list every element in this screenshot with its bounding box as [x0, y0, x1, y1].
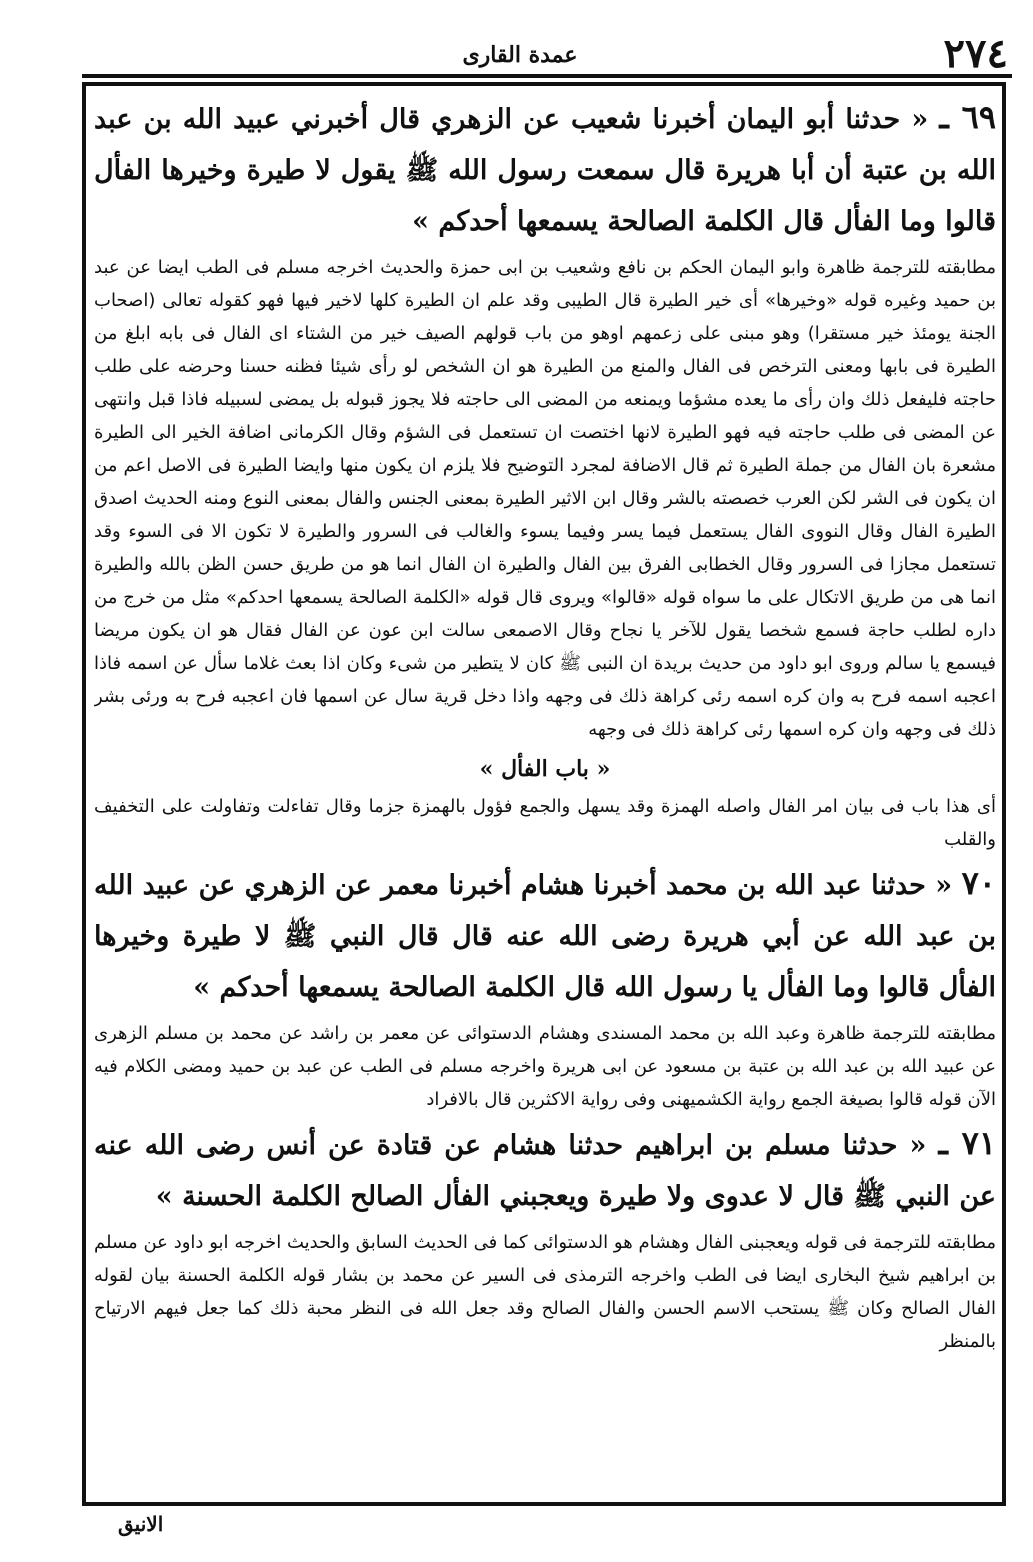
hadith-number: ٧٠: [961, 864, 996, 902]
chapter-commentary: أى هذا باب فى بيان امر الفال واصله الهمزة وقد يسهل والجمع فؤول بالهمزة جزما وقال تفاءلت وتفاولت على التخفيف والقلب: [94, 796, 996, 850]
hadith-text: حدثنا أبو اليمان أخبرنا شعيب عن الزهري قال أخبرني عبيد الله بن عبد الله بن عتبة أن أبا هريرة قال سمعت رسول الله ﷺ يقول لا طيرة وخيرها الفأل قالوا وما الفأل قال الكلمة الصالحة يسمعها أحدكم: [94, 104, 996, 237]
hadith-70: ٧٠ « حدثنا عبد الله بن محمد أخبرنا هشام أخبرنا معمر عن الزهري عن عبيد الله بن عبد الله عن أبي هريرة رضى الله عنه قال قال النبي ﷺ لا طيرة وخيرها الفأل قالوا وما الفأل يا رسول الله قال الكلمة الصالحة يسمعها أحدكم »: [94, 864, 996, 1003]
commentary-70: مطابقته للترجمة ظاهرة وعبد الله بن محمد المسندى وهشام الدستوائى عن معمر بن راشد عن محمد بن مسلم الزهرى عن عبيد الله بن عبد الله بن عتبة بن مسعود عن ابى هريرة واخرجه مسلم فى الطب عن عبد بن حميد ومضى الكلام فيه الآن قوله قالوا بصيغة الجمع رواية الكشميهنى وفى رواية الاكثرين قال بالافراد: [94, 1023, 996, 1110]
header-rule: [82, 74, 1012, 78]
hadith-text: حدثنا عبد الله بن محمد أخبرنا هشام أخبرنا معمر عن الزهري عن عبيد الله بن عبد الله عن أبي هريرة رضى الله عنه قال قال النبي ﷺ لا طيرة وخيرها الفأل قالوا وما الفأل يا رسول الله قال الكلمة الصالحة يسمعها أحدكم: [94, 870, 996, 1003]
commentary-69: مطابقته للترجمة ظاهرة وابو اليمان الحكم بن نافع وشعيب بن ابى حمزة والحديث اخرجه مسلم فى الطب ايضا عن عبد بن حميد وغيره قوله «وخيرها» أى خير الطيرة قال الطيبى وقد علم ان الطيرة كلها لاخير فيها فهو كقوله تعالى (اصحاب الجنة يومئذ خير مستقرا) وهو مبنى على زعمهم اوهو من باب قولهم الصيف خير من الشتاء اى الفال فى بابه ابلغ من الطيرة فى بابها ومعنى الترخص فى الفال والمنع من الطيرة هو ان الشخص لو رأى شيئا فظنه حسنا وحرضه على طلب حاجته فليفعل ذلك وان رأى ما يعده مشؤما ويمنعه من المضى الى حاجته فلا يجوز قبوله بل يمضى لسبيله فاذا قبل وانتهى عن المضى فى طلب حاجته فيه فهو الطيرة لانها اختصت ان تستعمل فى الشؤم وقال الكرمانى اضافة الخير الى الطيرة مشعرة بان الفال من جملة الطيرة ثم قال الاضافة لمجرد التوضيح فلا يلزم ان يكون منها وايضا الطيرة فى الاصل اعم من ان يكون فى الشر لكن العرب خصصته بالشر وقال ابن الاثير الطيرة بمعنى الجنس والفال بمعنى النوع ومنه الحديث اصدق الطيرة الفال وقال النووى الفال يستعمل فيما يسر وفيما يسوء والغالب فى السرور والطيرة لا تكون الا فى السوء وقد تستعمل مجازا فى السرور وقال الخطابى الفرق بين الفال والطيرة ان الفال انما هو من طريق حسن الظن بالله والطيرة انما هى من طريق الاتكال على ما سواه قوله «قالوا» ويروى قال قوله «الكلمة الصالحة يسمعها احدكم» مثل من خرج من داره لطلب حاجة فسمع شخصا يقول للآخر يا نجاح وقال الاصمعى سالت ابن عون عن الفال فقال هو ان يكون مريضا فيسمع يا سالم وروى ابو داود من حديث بريدة ان النبى ﷺ كان لا يتطير من شىء وكان اذا بعث غلاما سأل عن اسمه فاذا اعجبه اسمه فرح به وان كره اسمه رئى كراهة ذلك فى وجهه واذا دخل قرية سال عن اسمها فان اعجبه فرح به ورئى بشر ذلك فى وجهه وان كره اسمها رئى كراهة ذلك فى وجهه: [94, 257, 996, 740]
catchword: الانيق: [118, 1512, 164, 1536]
hadith-number: ٧١ ـ: [938, 1124, 996, 1162]
running-head: عمدة القارى: [462, 42, 578, 68]
page-number: ٢٧٤: [943, 30, 1008, 77]
main-text: [94, 92, 996, 1496]
hadith-69: ٦٩ ـ « حدثنا أبو اليمان أخبرنا شعيب عن الزهري قال أخبرني عبيد الله بن عبد الله بن عتبة أن أبا هريرة قال سمعت رسول الله ﷺ يقول لا طيرة وخيرها الفأل قالوا وما الفأل قال الكلمة الصالحة يسمعها أحدكم »: [94, 98, 996, 237]
hadith-71: ٧١ ـ « حدثنا مسلم بن ابراهيم حدثنا هشام عن قتادة عن أنس رضى الله عنه عن النبي ﷺ قال لا عدوى ولا طيرة ويعجبني الفأل الصالح الكلمة الحسنة »: [94, 1124, 996, 1212]
commentary-71: مطابقته للترجمة فى قوله ويعجبنى الفال وهشام هو الدستوائى كما فى الحديث السابق والحديث اخرجه ابو داود عن مسلم بن ابراهيم شيخ البخارى ايضا فى الطب واخرجه الترمذى فى السير عن محمد بن بشار قوله الكلمة الحسنة بيان لقوله الفال الصالح وكان ﷺ يستحب الاسم الحسن والفال الصالح وقد جعل الله فى النظر محبة ذلك كما جعل فيهم الارتياح بالمنظر: [94, 1232, 996, 1352]
hadith-text: حدثنا مسلم بن ابراهيم حدثنا هشام عن قتادة عن أنس رضى الله عنه عن النبي ﷺ قال لا عدوى ولا طيرة ويعجبني الفأل الصالح الكلمة الحسنة: [94, 1130, 996, 1212]
chapter-heading: « باب الفأل »: [479, 756, 611, 782]
hadith-number: ٦٩ ـ: [939, 98, 996, 136]
